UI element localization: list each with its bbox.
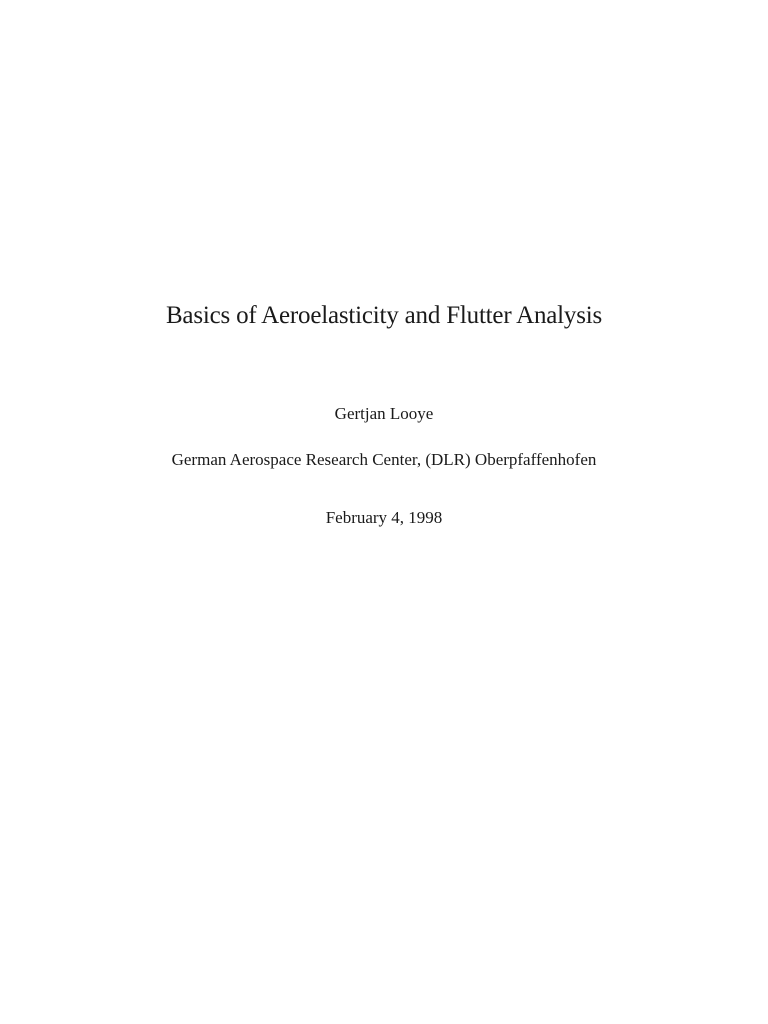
author-name: Gertjan Looye xyxy=(334,404,434,423)
document-date: February 4, 1998 xyxy=(325,508,443,527)
author-affiliation: German Aerospace Research Center, (DLR) Oberpfaffenhofen xyxy=(171,450,597,469)
document-title: Basics of Aeroelasticity and Flutter Analysis xyxy=(165,302,603,329)
